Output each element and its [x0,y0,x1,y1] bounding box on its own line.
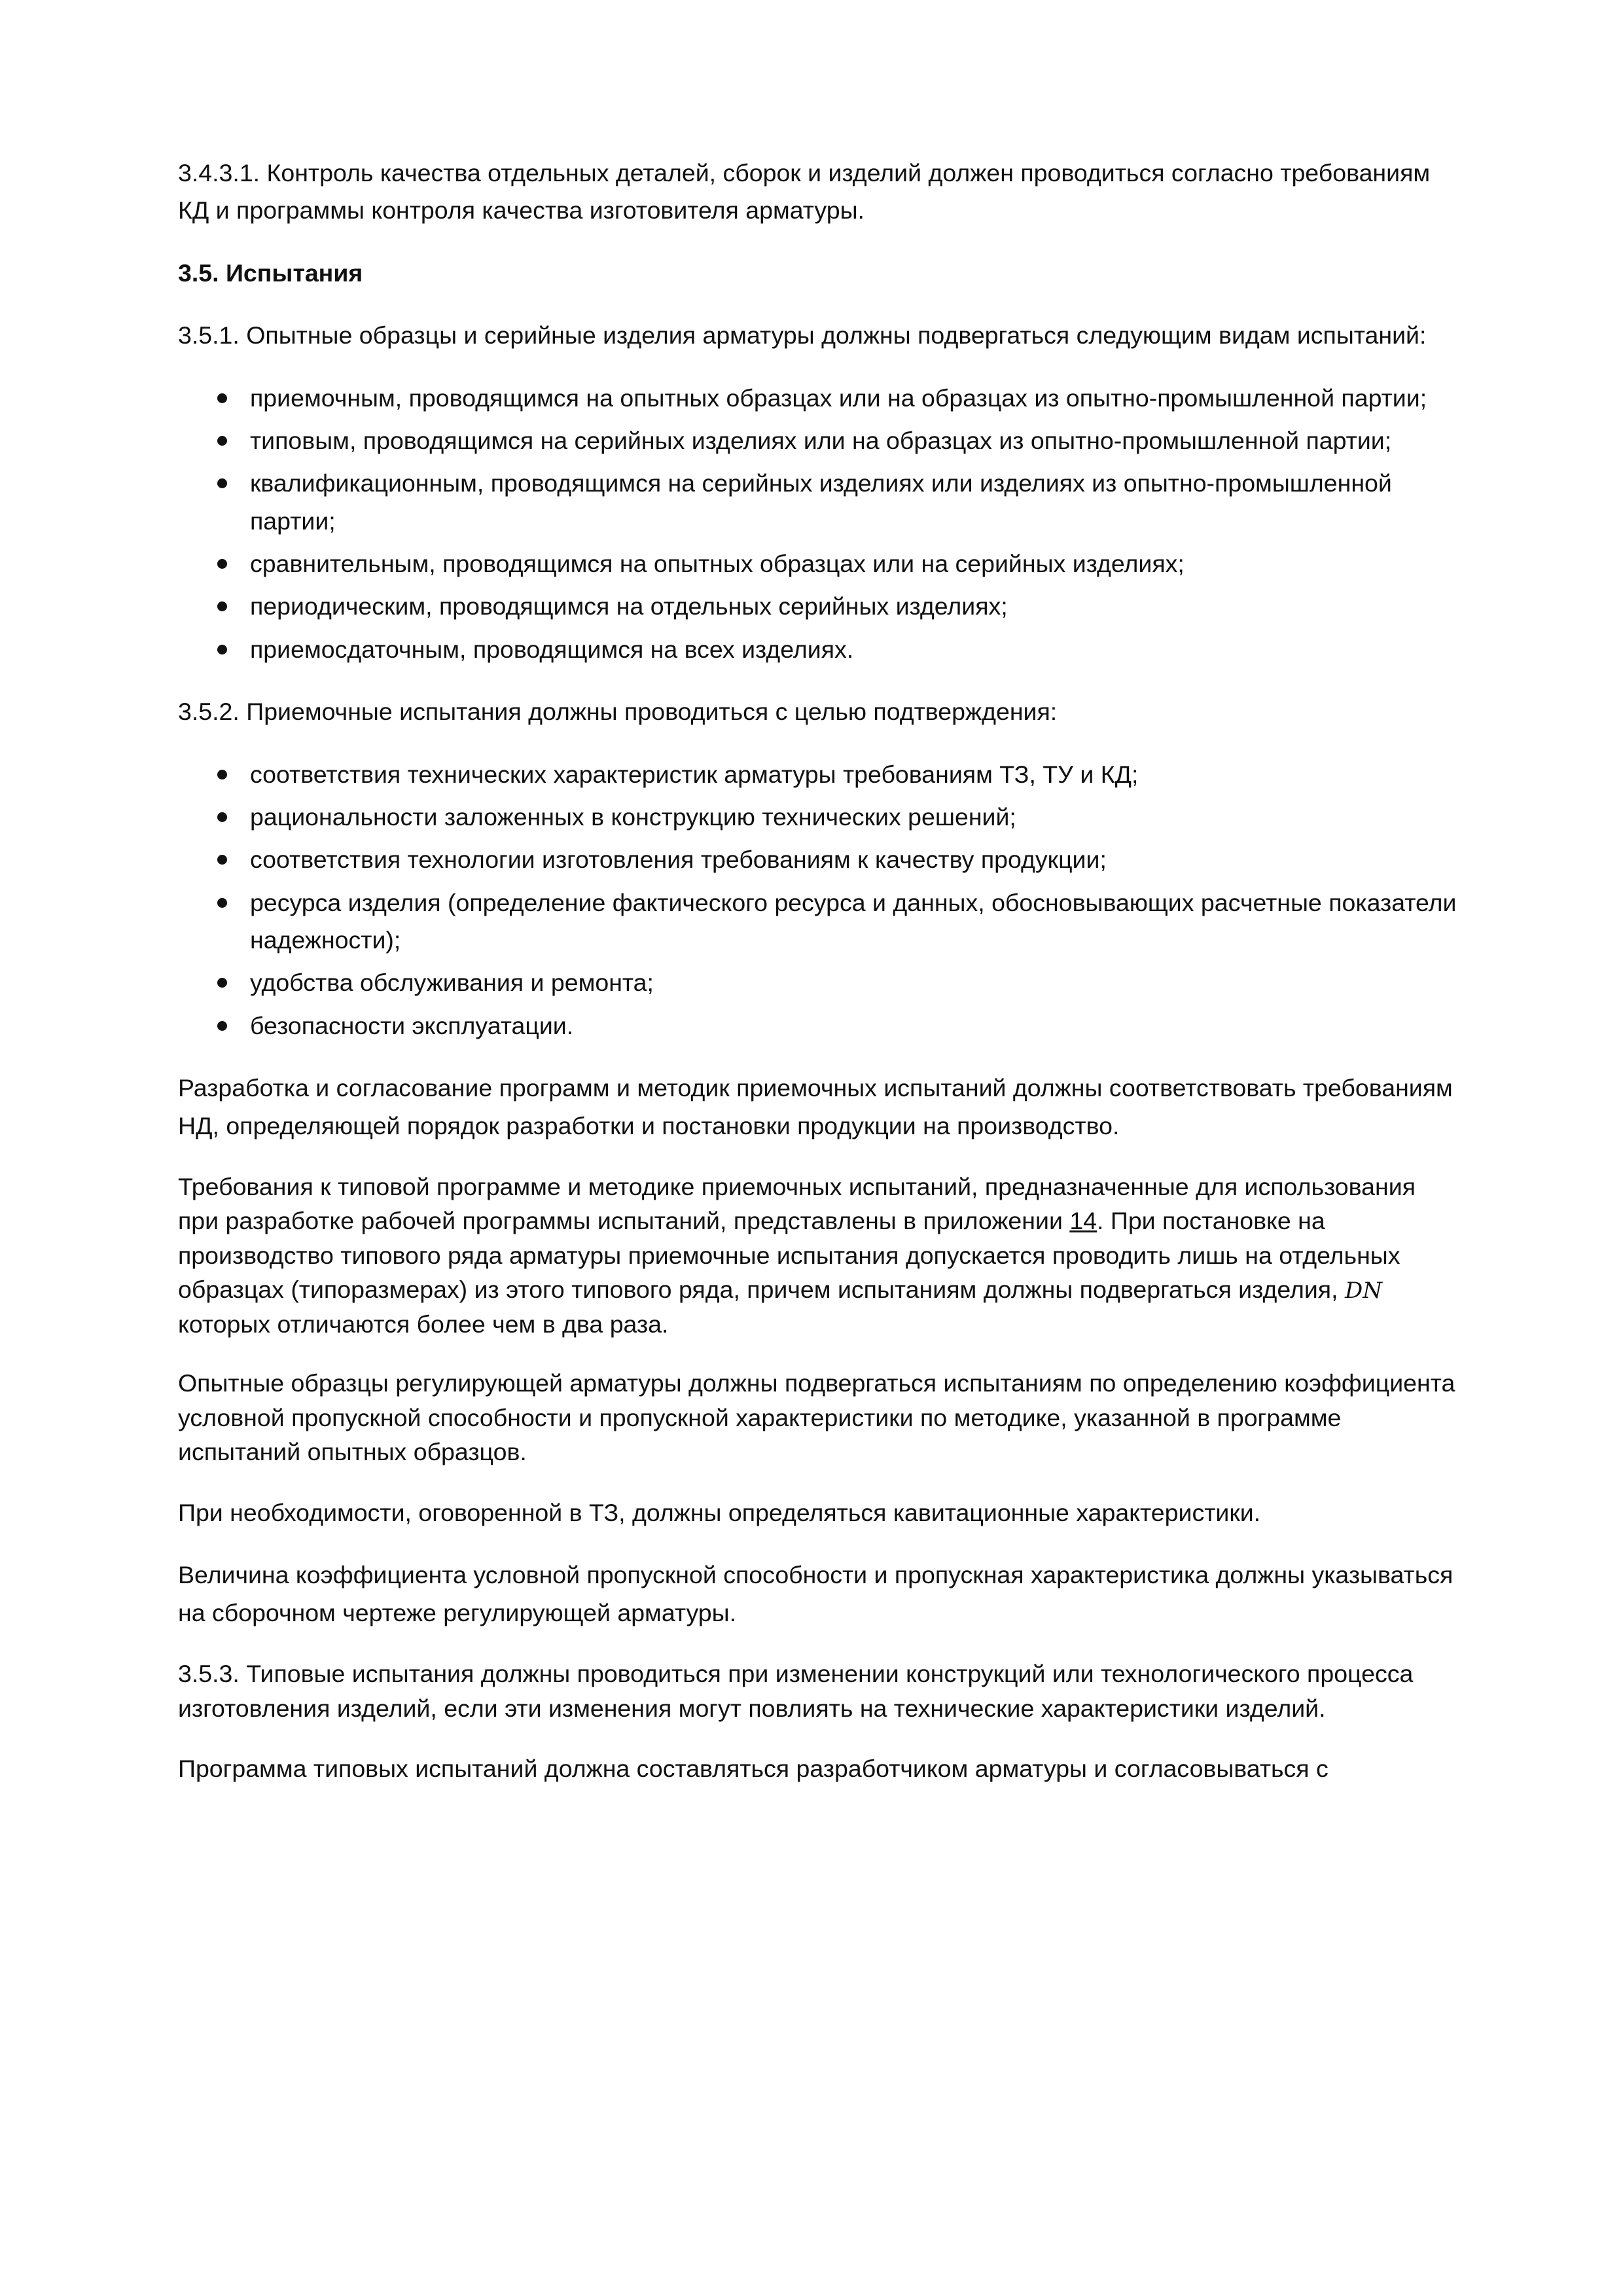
paragraph-text: которых отличаются более чем в два раза. [178,1310,669,1338]
paragraph-3-5-2: 3.5.2. Приемочные испытания должны проводиться с целью подтверждения: [178,698,1058,726]
bullet-icon [217,770,227,780]
acceptance-goals-list [178,756,1458,1045]
list-item [178,756,1458,793]
list-item [178,465,1458,540]
paragraph-3-5-3: 3.5.3. Типовые испытания должны проводиться при изменении конструкций или технологического процесса изготовления изделий, если эти изменения могут повлиять на технические характеристики изделий. [178,1660,1414,1722]
paragraph-program-development: Разработка и согласование программ и методик приемочных испытаний должны соответствовать требованиям НД, определяющей порядок разработки и постановки продукции на производство. [178,1074,1453,1139]
list-item-text: сравнительным, проводящимся на опытных образцах или на серийных изделиях; [250,550,1185,577]
list-item [178,588,1458,625]
test-types-list [178,380,1458,669]
bullet-icon [217,1021,227,1031]
paragraph-capacity-coefficient: Величина коэффициента условной пропускной способности и пропускная характеристика должны указываться на сборочном чертеже регулирующей арматуры. [178,1561,1454,1626]
bullet-icon [217,812,227,822]
list-item-text: приемочным, проводящимся на опытных образцах или на образцах из опытно-промышленной партии; [250,384,1427,412]
paragraph-text: Требования к типовой программе и методике приемочных испытаний, предназначенные для использования при разработке рабочей программы испытаний, представлены в приложении [178,1172,1416,1235]
list-item-text: приемосдаточным, проводящимся на всех изделиях. [250,635,854,663]
bullet-icon [217,436,227,446]
document-page [178,154,1458,1812]
list-item [178,964,1458,1001]
list-item [178,1007,1458,1045]
appendix-link[interactable]: 14 [1069,1207,1097,1235]
bullet-icon [217,855,227,865]
math-symbol: DN [1344,1278,1382,1304]
section-heading-3-5: 3.5. Испытания [178,259,363,287]
paragraph-typical-tests-program: Программа типовых испытаний должна составляться разработчиком арматуры и согласовываться с [178,1755,1329,1783]
list-item-text: удобства обслуживания и ремонта; [250,969,654,997]
bullet-icon [217,645,227,655]
list-item [178,380,1458,417]
bullet-icon [217,601,227,611]
bullet-icon [217,393,227,403]
list-item-text: рациональности заложенных в конструкцию технических решений; [250,802,1016,831]
list-item [178,798,1458,836]
list-item [178,631,1458,668]
paragraph-cavitation: При необходимости, оговоренной в ТЗ, должны определяться кавитационные характеристики. [178,1498,1261,1526]
list-item-text: соответствия технических характеристик арматуры требованиям ТЗ, ТУ и КД; [250,760,1139,788]
paragraph-3-4-3-1: 3.4.3.1. Контроль качества отдельных деталей, сборок и изделий должен проводиться согласно требованиям КД и программы контроля качества изготовителя арматуры. [178,159,1431,224]
bullet-icon [217,978,227,988]
bullet-icon [217,898,227,908]
list-item-text: типовым, проводящимся на серийных изделиях или на образцах из опытно-промышленной партии; [250,426,1392,454]
bullet-icon [217,559,227,569]
paragraph-regulating-valves: Опытные образцы регулирующей арматуры должны подвергаться испытаниям по определению коэффициента условной пропускной способности и пропускной характеристики по методике, указанной в программе испытаний опытных образцов. [178,1369,1455,1466]
list-item-text: квалификационным, проводящимся на серийных изделиях или изделиях из опытно-промышленной партии; [250,469,1392,535]
paragraph-3-5-1: 3.5.1. Опытные образцы и серийные изделия арматуры должны подвергаться следующим видам испытаний: [178,321,1427,350]
list-item-text: соответствия технологии изготовления требованиям к качеству продукции; [250,846,1107,874]
paragraph-typical-program [178,1170,1458,1342]
list-item-text: безопасности эксплуатации. [250,1011,574,1039]
list-item [178,545,1458,583]
list-item-text: ресурса изделия (определение фактического ресурса и данных, обосновывающих расчетные показатели надежности); [250,888,1457,954]
list-item [178,841,1458,878]
list-item [178,884,1458,960]
bullet-icon [217,478,227,488]
list-item [178,422,1458,459]
list-item-text: периодическим, проводящимся на отдельных серийных изделиях; [250,592,1008,620]
paragraph-text: . При постановке на производство типового ряда арматуры приемочные испытания допускается проводить лишь на отдельных образцах (типоразмерах) из этого типового ряда, причем испытаниям должны подвергаться изделия, [178,1207,1400,1304]
